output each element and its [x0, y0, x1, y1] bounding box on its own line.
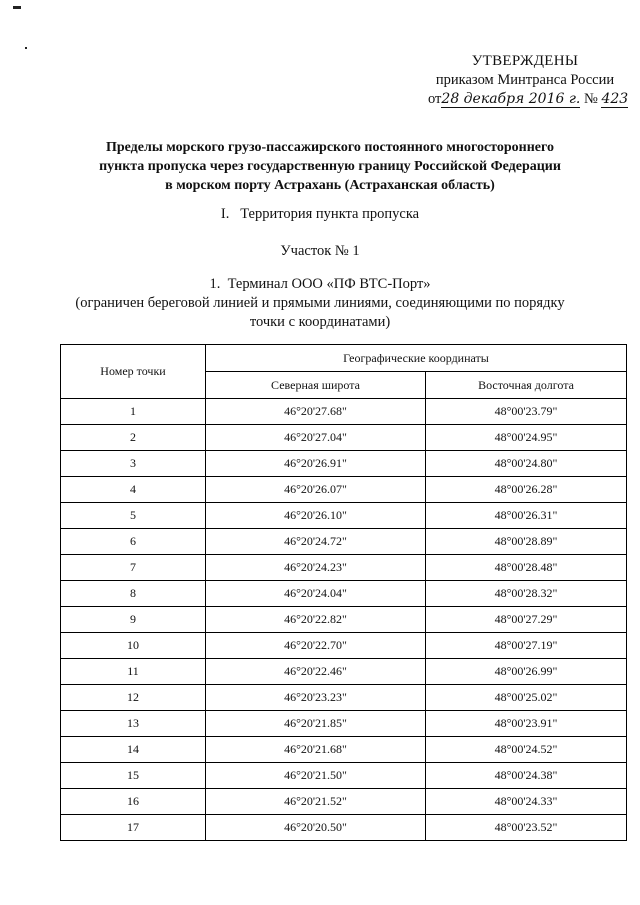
table-row: [61, 399, 627, 425]
table-row: [61, 815, 627, 841]
latitude-cell: 46°20'22.70": [206, 633, 426, 659]
longitude-cell: 48°00'27.29": [426, 607, 627, 633]
handwritten-number: 423: [601, 91, 629, 107]
section-heading: I. Территория пункта пропуска: [220, 206, 420, 222]
point-number-cell: 5: [61, 503, 206, 529]
point-number-cell: 10: [61, 633, 206, 659]
header-geo-coordinates: Географические координаты: [206, 345, 627, 372]
longitude-cell: 48°00'24.95": [426, 425, 627, 451]
point-number-cell: 4: [61, 477, 206, 503]
longitude-cell: 48°00'24.80": [426, 451, 627, 477]
scan-speck: [13, 6, 21, 9]
handwritten-date: 28 декабря 2016 г.: [441, 91, 581, 107]
terminal-note: (ограничен береговой линией и прямыми линиями, соединяющими по порядку: [75, 295, 565, 311]
latitude-cell: 46°20'22.82": [206, 607, 426, 633]
latitude-cell: 46°20'22.46": [206, 659, 426, 685]
point-number-cell: 13: [61, 711, 206, 737]
table-row: [61, 451, 627, 477]
longitude-cell: 48°00'26.28": [426, 477, 627, 503]
coordinates-table: [60, 344, 627, 841]
longitude-cell: 48°00'28.48": [426, 555, 627, 581]
point-number-cell: 17: [61, 815, 206, 841]
longitude-cell: 48°00'27.19": [426, 633, 627, 659]
longitude-cell: 48°00'24.52": [426, 737, 627, 763]
longitude-cell: 48°00'23.91": [426, 711, 627, 737]
latitude-cell: 46°20'26.91": [206, 451, 426, 477]
latitude-cell: 46°20'21.50": [206, 763, 426, 789]
point-number-cell: 7: [61, 555, 206, 581]
point-number-cell: 1: [61, 399, 206, 425]
point-number-cell: 15: [61, 763, 206, 789]
terminal-heading: 1. Терминал ООО «ПФ ВТС-Порт»: [209, 276, 431, 292]
point-number-cell: 11: [61, 659, 206, 685]
latitude-cell: 46°20'27.04": [206, 425, 426, 451]
table-row: [61, 503, 627, 529]
document-title: [60, 138, 600, 195]
latitude-cell: 46°20'27.68": [206, 399, 426, 425]
coordinates-body: [61, 399, 627, 841]
latitude-cell: 46°20'26.07": [206, 477, 426, 503]
latitude-cell: 46°20'21.85": [206, 711, 426, 737]
longitude-cell: 48°00'26.31": [426, 503, 627, 529]
title-line: Пределы морского грузо-пассажирского постоянного многостороннего: [105, 140, 555, 155]
header-longitude: Восточная долгота: [426, 372, 627, 399]
latitude-cell: 46°20'24.72": [206, 529, 426, 555]
header-point-number: Номер точки: [61, 345, 206, 399]
order-label: приказом Минтранса России: [435, 72, 615, 88]
header-latitude: Северная широта: [206, 372, 426, 399]
number-prefix: №: [584, 91, 598, 107]
terminal-heading-block: [40, 275, 600, 332]
point-number-cell: 6: [61, 529, 206, 555]
date-prefix: от: [428, 91, 442, 107]
table-row: [61, 763, 627, 789]
longitude-cell: 48°00'23.79": [426, 399, 627, 425]
approval-stamp: [420, 52, 630, 109]
point-number-cell: 12: [61, 685, 206, 711]
point-number-cell: 3: [61, 451, 206, 477]
scan-speck: [25, 47, 27, 49]
point-number-cell: 14: [61, 737, 206, 763]
approved-label: УТВЕРЖДЕНЫ: [471, 53, 579, 69]
longitude-cell: 48°00'26.99": [426, 659, 627, 685]
table-row: [61, 529, 627, 555]
longitude-cell: 48°00'25.02": [426, 685, 627, 711]
plot-heading: Участок № 1: [280, 243, 360, 259]
latitude-cell: 46°20'23.23": [206, 685, 426, 711]
order-date-line: [420, 90, 630, 109]
table-row: [61, 711, 627, 737]
table-row: [61, 659, 627, 685]
point-number-cell: 8: [61, 581, 206, 607]
title-line: в морском порту Астрахань (Астраханская область): [165, 178, 495, 193]
table-row: [61, 477, 627, 503]
longitude-cell: 48°00'28.32": [426, 581, 627, 607]
table-row: [61, 425, 627, 451]
longitude-cell: 48°00'28.89": [426, 529, 627, 555]
point-number-cell: 2: [61, 425, 206, 451]
longitude-cell: 48°00'24.38": [426, 763, 627, 789]
point-number-cell: 9: [61, 607, 206, 633]
latitude-cell: 46°20'20.50": [206, 815, 426, 841]
table-row: [61, 633, 627, 659]
point-number-cell: 16: [61, 789, 206, 815]
latitude-cell: 46°20'21.52": [206, 789, 426, 815]
latitude-cell: 46°20'24.23": [206, 555, 426, 581]
longitude-cell: 48°00'23.52": [426, 815, 627, 841]
table-row: [61, 555, 627, 581]
longitude-cell: 48°00'24.33": [426, 789, 627, 815]
table-row: [61, 581, 627, 607]
terminal-note: точки с координатами): [249, 314, 391, 330]
latitude-cell: 46°20'26.10": [206, 503, 426, 529]
title-line: пункта пропуска через государственную границу Российской Федерации: [99, 159, 561, 174]
table-row: [61, 685, 627, 711]
table-row: [61, 607, 627, 633]
table-row: [61, 737, 627, 763]
latitude-cell: 46°20'24.04": [206, 581, 426, 607]
latitude-cell: 46°20'21.68": [206, 737, 426, 763]
table-row: [61, 789, 627, 815]
